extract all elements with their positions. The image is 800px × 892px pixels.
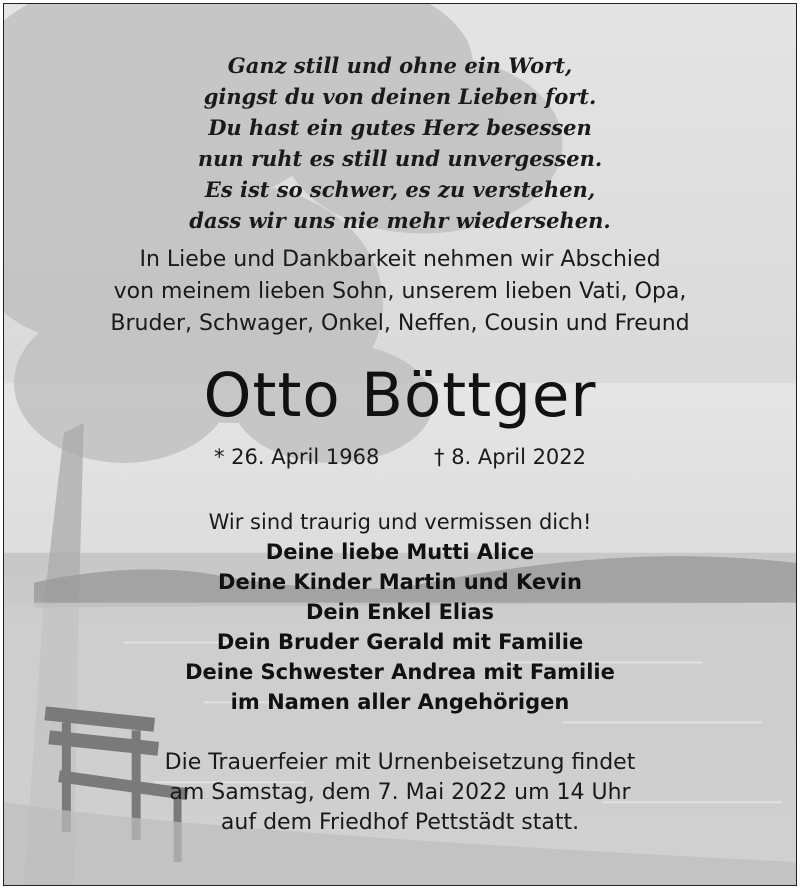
poem (4, 50, 796, 236)
poem-line: Es ist so schwer, es zu verstehen, (204, 177, 596, 202)
deceased-name: Otto Böttger (203, 360, 597, 431)
mourners-lead: Wir sind traurig und vermissen dich! (208, 510, 592, 534)
funeral-line: am Samstag, dem 7. Mai 2022 um 14 Uhr (169, 780, 631, 805)
mourner-line: Deine Kinder Martin und Kevin (218, 570, 582, 594)
life-dates (4, 442, 796, 472)
poem-line: gingst du von deinen Lieben fort. (203, 84, 597, 109)
intro-line: Bruder, Schwager, Onkel, Neffen, Cousin und Freund (110, 311, 690, 336)
mourner-line: Dein Bruder Gerald mit Familie (216, 630, 584, 654)
mourner-line: Deine liebe Mutti Alice (265, 540, 535, 564)
poem-line: Du hast ein gutes Herz besessen (208, 115, 592, 140)
mourner-line: im Namen aller Angehörigen (230, 690, 570, 714)
farewell-intro (4, 244, 796, 340)
funeral-line: auf dem Friedhof Pettstädt statt. (220, 810, 580, 835)
mourner-line: Deine Schwester Andrea mit Familie (185, 660, 615, 684)
birth-date: * 26. April 1968 (213, 445, 380, 469)
poem-line: dass wir uns nie mehr wiedersehen. (189, 208, 611, 233)
death-date: † 8. April 2022 (434, 445, 587, 469)
funeral-line: Die Trauerfeier mit Urnenbeisetzung findet (164, 750, 636, 775)
poem-line: nun ruht es still und unvergessen. (197, 146, 603, 171)
obituary-card (3, 3, 797, 886)
poem-line: Ganz still und ohne ein Wort, (227, 53, 573, 78)
intro-line: von meinem lieben Sohn, unserem lieben Vati, Opa, (113, 279, 687, 304)
mourner-line: Dein Enkel Elias (306, 600, 494, 624)
mourners-list (4, 507, 796, 717)
intro-line: In Liebe und Dankbarkeit nehmen wir Abschied (139, 247, 661, 272)
funeral-details (4, 748, 796, 838)
